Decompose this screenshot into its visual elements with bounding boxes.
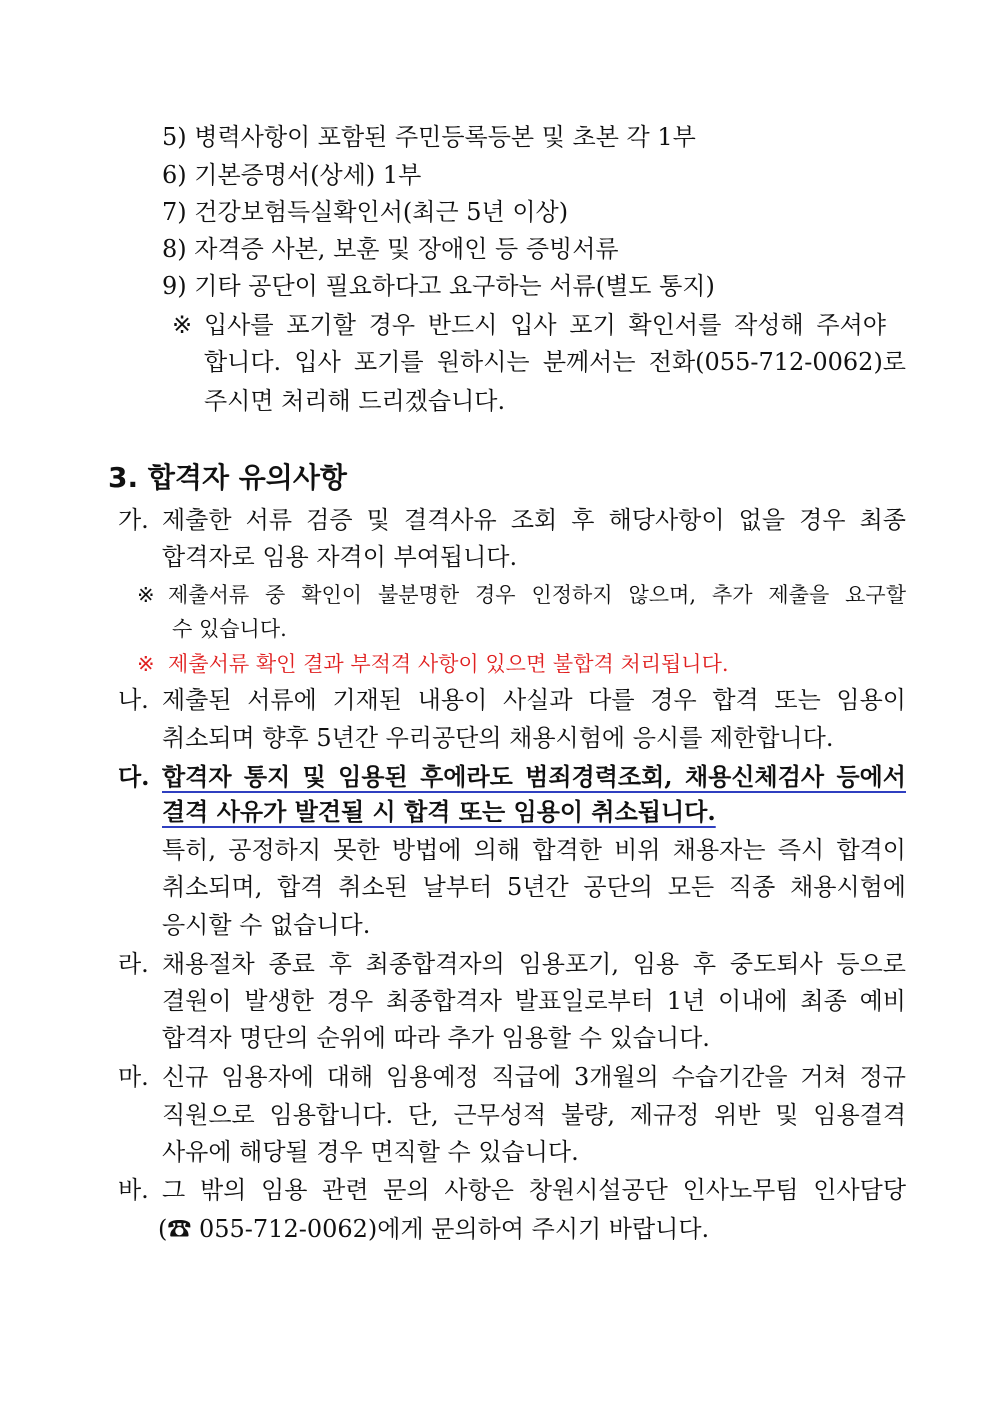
doc-item: 7) 건강보험득실확인서(최근 5년 이상) <box>162 198 569 226</box>
reference-mark: ※ <box>172 311 193 339</box>
item-line: 합격자 명단의 순위에 따라 추가 임용할 수 있습니다. <box>162 1024 710 1052</box>
section-heading: 3. 합격자 유의사항 <box>108 461 347 494</box>
item-line: 채용절차 종료 후 최종합격자의 임용포기, 임용 후 중도퇴사 등으로 <box>162 950 906 978</box>
item-line: 취소되며, 합격 취소된 날부터 5년간 공단의 모든 직종 채용시험에 <box>162 873 906 901</box>
item-label: 나. <box>118 686 149 714</box>
doc-item: 8) 자격증 사본, 보훈 및 장애인 등 증빙서류 <box>162 235 619 263</box>
item-line: 신규 임용자에 대해 임용예정 직급에 3개월의 수습기간을 거쳐 정규 <box>162 1063 906 1091</box>
note-line: 합니다. 입사 포기를 원하시는 분께서는 전화(055-712-0062)로 <box>204 348 906 376</box>
contact-line: (☎ 055-712-0062)에게 문의하여 주시기 바랍니다. <box>158 1215 710 1243</box>
item-label: 마. <box>118 1063 149 1091</box>
warning-note: 제출서류 확인 결과 부적격 사항이 있으면 불합격 처리됩니다. <box>168 652 729 676</box>
item-line: 그 밖의 임용 관련 문의 사항은 창원시설공단 인사노무팀 인사담당 <box>162 1176 906 1204</box>
item-line: 결원이 발생한 경우 최종합격자 발표일로부터 1년 이내에 최종 예비 <box>162 987 906 1015</box>
item-label: 바. <box>118 1176 149 1204</box>
doc-item: 6) 기본증명서(상세) 1부 <box>162 161 422 189</box>
item-line: 제출된 서류에 기재된 내용이 사실과 다를 경우 합격 또는 임용이 <box>162 686 906 714</box>
item-line: 사유에 해당될 경우 면직할 수 있습니다. <box>162 1138 579 1166</box>
item-label: 가. <box>118 506 149 534</box>
note-line: 수 있습니다. <box>172 617 287 641</box>
item-line: 직원으로 임용합니다. 단, 근무성적 불량, 제규정 위반 및 임용결격 <box>162 1101 906 1129</box>
emphasis-line: 합격자 통지 및 임용된 후에라도 범죄경력조회, 채용신체검사 등에서 <box>162 762 906 791</box>
item-line: 특히, 공정하지 못한 방법에 의해 합격한 비위 채용자는 즉시 합격이 <box>162 836 906 864</box>
item-label: 라. <box>118 950 149 978</box>
item-line: 합격자로 임용 자격이 부여됩니다. <box>162 543 518 571</box>
item-label: 다. <box>118 762 150 791</box>
reference-mark: ※ <box>137 652 155 676</box>
item-line: 응시할 수 없습니다. <box>162 911 371 939</box>
item-line: 취소되며 향후 5년간 우리공단의 채용시험에 응시를 제한합니다. <box>162 724 834 752</box>
doc-item: 5) 병력사항이 포함된 주민등록등본 및 초본 각 1부 <box>162 123 696 151</box>
emphasis-line: 결격 사유가 발견될 시 합격 또는 임용이 취소됩니다. <box>162 797 716 826</box>
note-line: 주시면 처리해 드리겠습니다. <box>204 387 506 415</box>
doc-item: 9) 기타 공단이 필요하다고 요구하는 서류(별도 통지) <box>162 272 715 300</box>
note-line: 입사를 포기할 경우 반드시 입사 포기 확인서를 작성해 주셔야 <box>204 311 886 339</box>
reference-mark: ※ <box>137 583 155 607</box>
note-line: 제출서류 중 확인이 불분명한 경우 인정하지 않으며, 추가 제출을 요구할 <box>168 583 906 607</box>
item-line: 제출한 서류 검증 및 결격사유 조회 후 해당사항이 없을 경우 최종 <box>162 506 906 534</box>
